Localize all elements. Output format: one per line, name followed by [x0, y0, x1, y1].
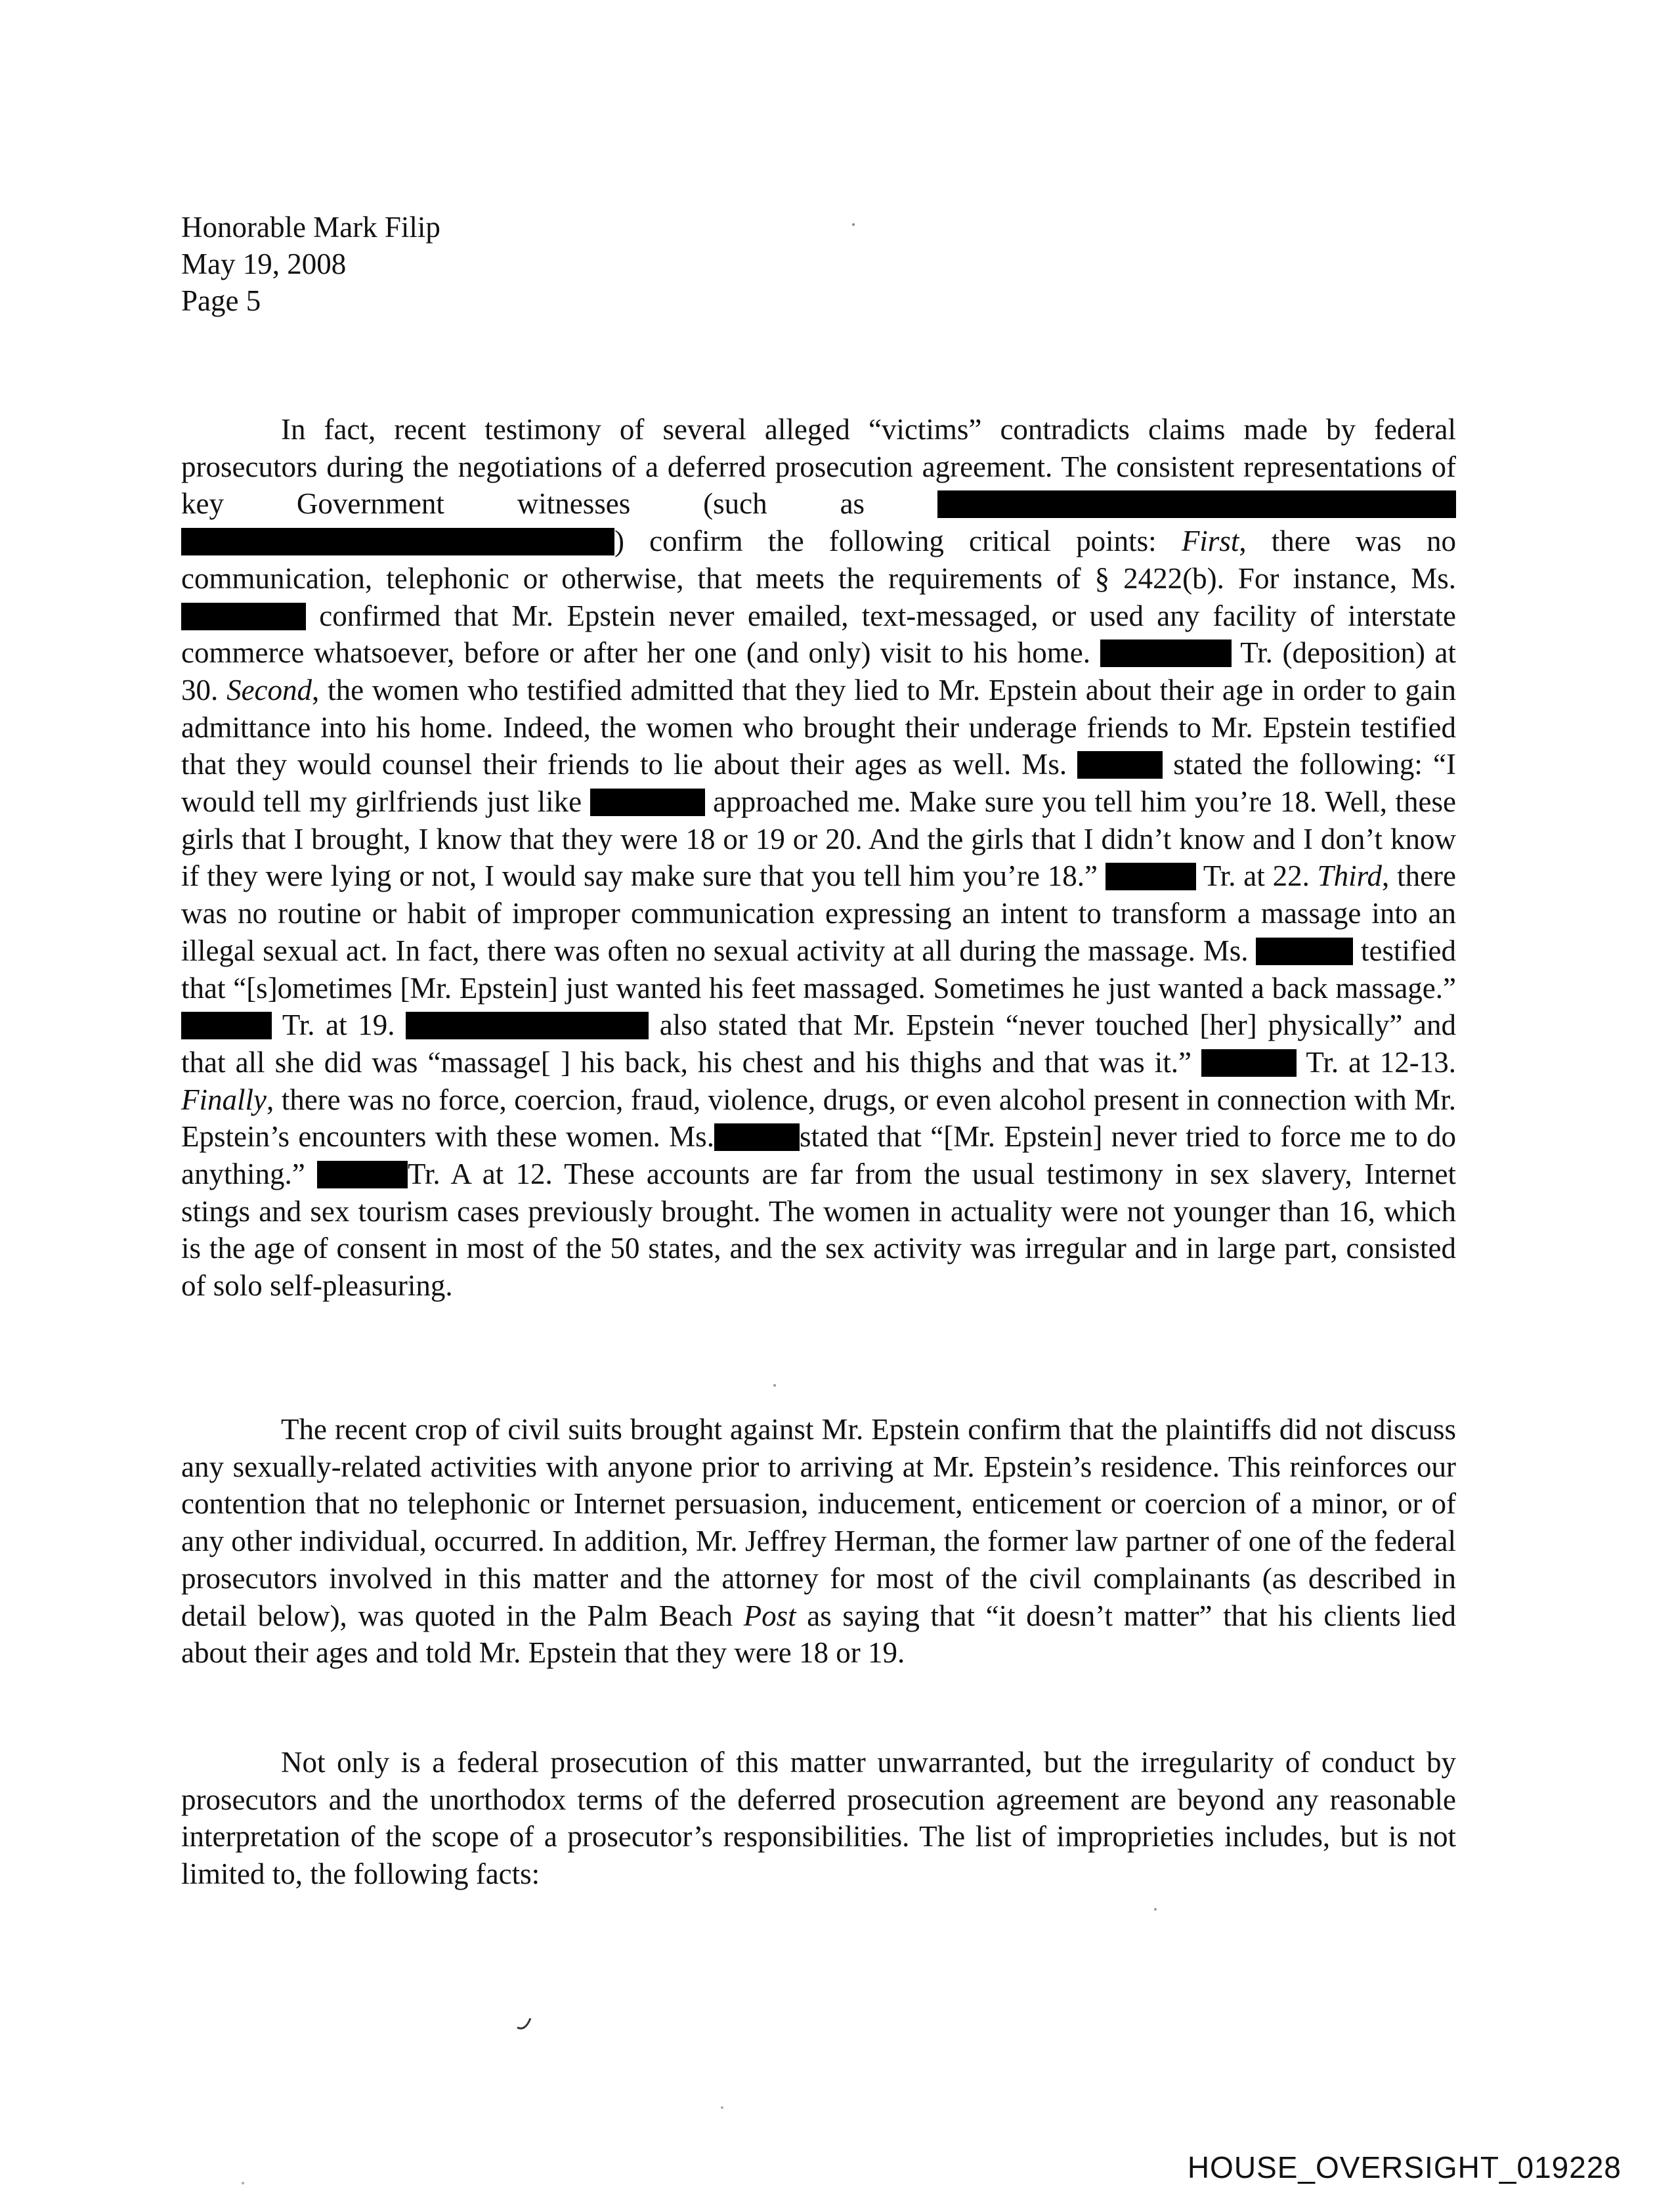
redaction-block: [1201, 1049, 1297, 1077]
redaction-block: [590, 789, 705, 816]
recipient-name: Honorable Mark Filip: [181, 211, 440, 244]
redaction-block: [714, 1123, 800, 1151]
redaction-block: [1105, 863, 1196, 890]
redaction-block: [937, 490, 1456, 518]
redaction-block: [317, 1161, 408, 1188]
redaction-block: [181, 603, 306, 630]
redaction-block: [1100, 640, 1232, 667]
paragraph-testimony: In fact, recent testimony of several alleged “victims” contradicts claims made by federal prosecutors during the negotiations of a deferred prosecution agreement. The consistent representations of key Government witnesses (such as ) confirm the following critical points: First, there was no communication, telephonic or otherwise, that meets the requirements of § 2422(b). For instance, Ms. confirmed that Mr. Epstein never emailed, text-messaged, or used any facility of interstate commerce whatsoever, before or after her one (and only) visit to his home. Tr. (deposition) at 30. Second, the women who testified admitted that they lied to Mr. Epstein about their age in order to gain admittance into his home. Indeed, the women who brought their underage friends to Mr. Epstein testified that they would counsel their friends to lie about their ages as well. Ms. stated the following: “I would tell my girlfriends just like approached me. Make sure you tell him you’re 18. Well, these girls that I brought, I know that they were 18 or 19 or 20. And the girls that I didn’t know and I don’t know if they were lying or not, I would say make sure that you tell him you’re 18.” Tr. at 22. Third, there was no routine or habit of improper communication expressing an intent to transform a massage into an illegal sexual act. In fact, there was often no sexual activity at all during the massage. Ms. testified that “[s]ometimes [Mr. Epstein] just wanted his feet massaged. Sometimes he just wanted a back massage.” Tr. at 19. also stated that Mr. Epstein “never touched [her] physically” and that all she did was “massage[ ] his back, his chest and his thighs and that was it.” Tr. at 12-13. Finally, there was no force, coercion, fraud, violence, drugs, or even alcohol present in connection with Mr. Epstein’s encounters with these women. Ms. stated that “[Mr. Epstein] never tried to force me to do anything.” Tr. A at 12. These accounts are far from the usual testimony in sex slavery, Internet stings and sex tourism cases previously brought. The women in actuality were not younger than 16, which is the age of consent in most of the 50 states, and the sex activity was irregular and in large part, consisted of solo self-pleasuring.: [181, 413, 1457, 1303]
redaction-block: [181, 528, 614, 555]
page-number: Page 5: [181, 284, 261, 317]
letter-header: [181, 209, 440, 319]
bates-stamp: HOUSE_OVERSIGHT_019228: [1187, 2150, 1621, 2184]
redaction-block: [1077, 751, 1163, 779]
redaction-block: [181, 1012, 272, 1039]
redaction-block: [1256, 938, 1353, 965]
paragraph-improprieties: Not only is a federal prosecution of this matter unwarranted, but the irregularity of conduct by prosecutors and the unorthodox terms of the deferred prosecution agreement are beyond any reasonable interpretation of the scope of a prosecutor’s responsibilities. The list of improprieties includes, but is not limited to, the following facts:: [181, 1746, 1456, 1891]
redaction-block: [406, 1012, 649, 1039]
letter-date: May 19, 2008: [181, 248, 347, 280]
paragraph-civil-suits: The recent crop of civil suits brought against Mr. Epstein confirm that the plaintiffs did not discuss any sexually-related activities with anyone prior to arriving at Mr. Epstein’s residence. This reinforces our contention that no telephonic or Internet persuasion, inducement, enticement or coercion of a minor, or of any other individual, occurred. In addition, Mr. Jeffrey Herman, the former law partner of one of the federal prosecutors involved in this matter and the attorney for most of the civil complainants (as described in detail below), was quoted in the Palm Beach Post as saying that “it doesn’t matter” that his clients lied about their ages and told Mr. Epstein that they were 18 or 19.: [181, 1413, 1456, 1670]
